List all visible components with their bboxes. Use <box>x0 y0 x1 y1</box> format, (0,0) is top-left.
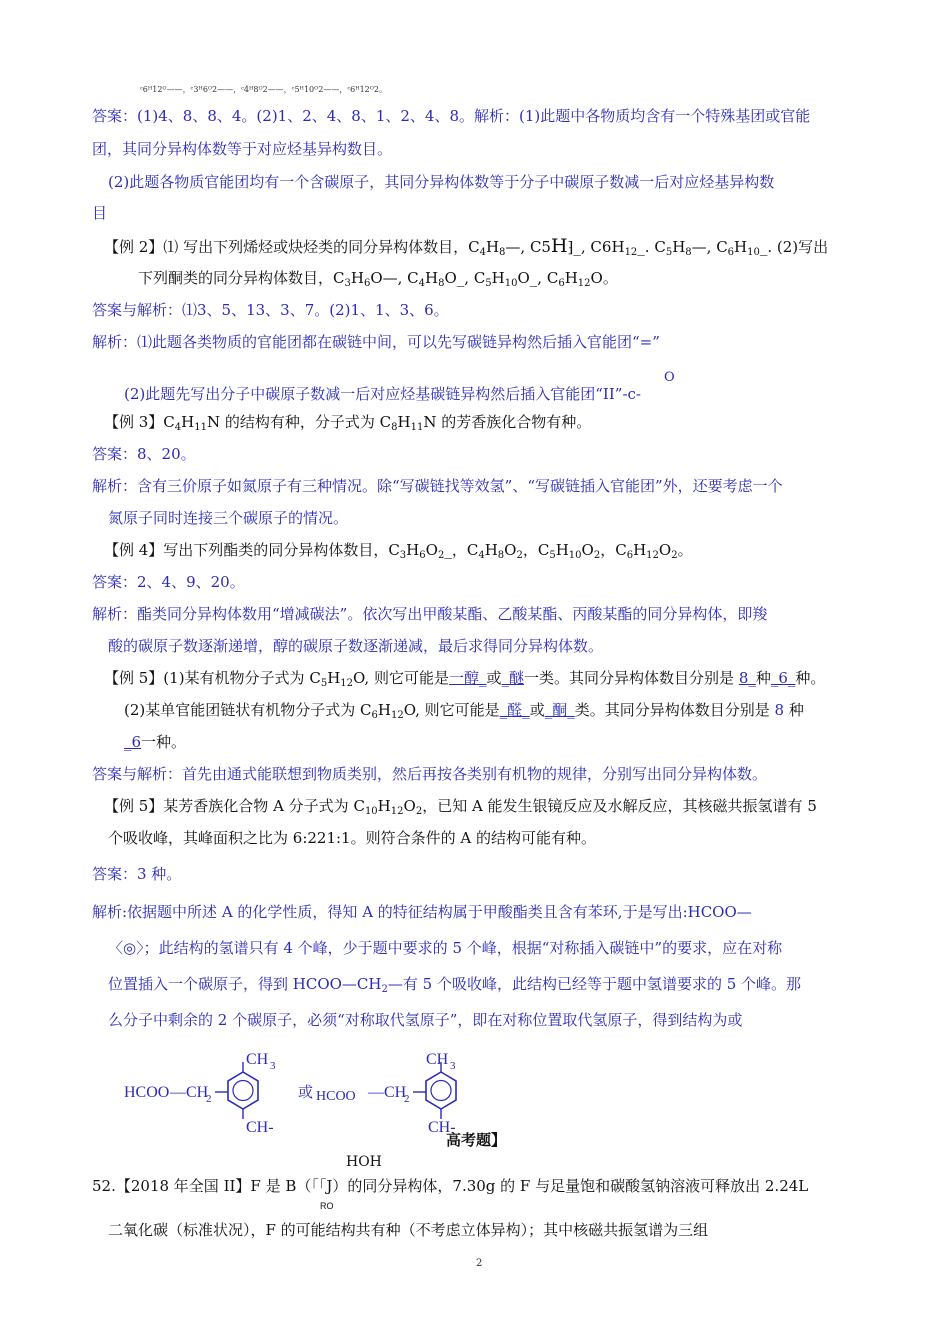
answer-example-5: 答案与解析：首先由通式能联想到物质类别，然后再按各类别有机物的规律，分别写出同分异构体数。 <box>92 765 768 783</box>
q52-line-2: 二氧化碳（标准状况），F 的可能结构共有种（不考虑立体异构）；其中核磁共振氢谱为三组 <box>108 1221 709 1239</box>
section-title-gaokao: 高考题】 <box>446 1131 507 1149</box>
formula-list-tiny: ᶜ6ᴴ12ᴼ——，ᶜ3ᴴ6ᴼ2——，ᶜ4ᴴ8ᴼ2——，ᶜ5ᴴ10ᴼ2——，ᶜ6ᴴ12ᴼ2。 <box>140 85 387 94</box>
right-ch3-label: CH <box>426 1051 449 1068</box>
example-5b-line-2: 个吸收峰，其峰面积之比为 6:221:1。则符合条件的 A 的结构可能有种。 <box>108 829 596 847</box>
analysis-example-3-1: 解析：含有三价原子如氮原子有三种情况。除“写碳链找等效氢”、“写碳链插入官能团”外，还要考虑一个 <box>92 477 783 495</box>
analysis-example-2-2: (2)此题先写出分子中碳原子数减一后对应烃基碳链异构然后插入官能团“II”-c- <box>124 385 641 403</box>
answer-line-1: 答案：(1)4、8、8、4。(2)1、2、4、8、1、2、4、8。解析：(1)此题中各物质均含有一个特殊基团或官能 <box>92 107 811 125</box>
analysis-example-5b-3: 位置插入一个碳原子，得到 $HCOO—CH_2—$有 5 个吸收峰，此结构已经等于题中氢谱要求的 5 个峰。那 <box>108 975 802 995</box>
example-2-line-1: 【例 2】⑴ 写出下列烯烃或炔烃类的同分异构体数目，$C_4H_8—$, C5H⁆_, $C6H_{12}\_$. $C_5H_8—$, $C_6H_{10}\_$. (2)写出 <box>104 235 829 258</box>
analysis-example-5b-2: 〈◎〉；此结构的氢谱只有 4 个峰，少于题中要求的 5 个峰，根据“对称插入碳链中”的要求，应在对称 <box>108 939 783 957</box>
answer-example-2: 答案与解析：⑴3、5、13、3、7。(2)1、1、3、6。 <box>92 301 449 319</box>
or-label: 或 <box>298 1085 314 1101</box>
carbonyl-o-label: O <box>664 370 675 385</box>
analysis-example-3-2: 氮原子同时连接三个碳原子的情况。 <box>108 509 349 527</box>
example-5-part-1: 【例 5】(1)某有机物分子式为 $C_5H_{12}O$, 则它可能是一醇_或_醚一类。其同分异构体数目分别是 8_种_6_种。 <box>104 669 826 689</box>
left-ch2-label: —CH <box>170 1084 209 1101</box>
answer-example-5b: 答案：3 种。 <box>92 865 182 883</box>
analysis-example-2-1: 解析：⑴此题各类物质的官能团都在碳链中间，可以先写碳链异构然后插入官能团“=” <box>92 333 660 351</box>
example-2-line-2: 下列酮类的同分异构体数目，$C_3H_6O—$, $C_4H_8O\_$, $C_5H_{10}O\_$, $C_6H_{12}O$。 <box>138 269 618 289</box>
analysis-line-4: 目 <box>92 204 108 222</box>
analysis-line-3: (2)此题各物质官能团均有一个含碳原子，其同分异构体数等于分子中碳原子数减一后对应烃基异构数 <box>108 173 775 191</box>
example-5-part-2: (2)某单官能团链状有机物分子式为 $C_6H_{12}O$, 则它可能是_醛_或_酮_类。其同分异构体数目分别是 8 种 <box>124 701 804 721</box>
example-5b-line-1: 【例 5】某芳香族化合物 A 分子式为 $C_{10}H_{12}O_2$，已知 A 能发生银镜反应及水解反应，其核磁共振氢谱有 5 <box>104 797 817 817</box>
analysis-example-4-2: 酸的碳原子数逐渐递增，醇的碳原子数逐渐递减，最后求得同分异构体数。 <box>108 637 604 655</box>
left-ch3-sub: 3 <box>270 1060 276 1072</box>
right-hcoo-label: HCOO <box>316 1089 356 1104</box>
analysis-example-4-1: 解析：酯类同分异构体数用“增减碳法”。依次写出甲酸某酯、乙酸某酯、丙酸某酯的同分异构体，即羧 <box>92 605 768 623</box>
right-ch2-sub: 2 <box>404 1093 410 1105</box>
example-4: 【例 4】写出下列酯类的同分异构体数目，$C_3H_6O_2\_$，$C_4H_8O_2$，$C_5H_{10}O_2$，$C_6H_{12}O_2$。 <box>104 541 693 561</box>
analysis-example-5b-4: 么分子中剩余的 2 个碳原子，必须“对称取代氢原子”，即在对称位置取代氢原子，得到结构为或 <box>108 1011 743 1029</box>
left-ch3-label: CH <box>246 1051 269 1068</box>
right-ch2-label: —CH <box>368 1084 407 1101</box>
left-ch-bottom-label: CH- <box>246 1119 274 1136</box>
example-5-part-2-cont: _6一种。 <box>124 733 187 751</box>
answer-example-3: 答案：8、20。 <box>92 445 196 463</box>
left-hcoo-label: HCOO <box>124 1084 170 1101</box>
q52-hoh-label: HOH <box>346 1154 382 1170</box>
q52-ro-label: RO <box>320 1201 334 1211</box>
page-number: 2 <box>476 1258 483 1269</box>
right-ch3-sub: 3 <box>450 1060 456 1072</box>
left-ch2-sub: 2 <box>206 1093 212 1105</box>
answer-example-4: 答案：2、4、9、20。 <box>92 573 245 591</box>
q52-line-1: 52.【2018 年全国 II】F 是 B（「「J）的同分异构体，7.30g 的 F 与足量饱和碳酸氢钠溶液可释放出 2.24L <box>92 1177 809 1195</box>
example-3: 【例 3】$C_4H_{11}N$ 的结构有种，分子式为 $C_8H_{11}N$ 的芳香族化合物有种。 <box>104 413 592 433</box>
right-ch-bottom-label: CH- <box>428 1119 456 1136</box>
analysis-example-5b-1: 解析:依据题中所述 A 的化学性质，得知 A 的特征结构属于甲酸酯类且含有苯环,于是写出:HCOO— <box>92 903 752 921</box>
answer-line-2: 团，其同分异构体数等于对应烃基异构数目。 <box>92 140 393 158</box>
